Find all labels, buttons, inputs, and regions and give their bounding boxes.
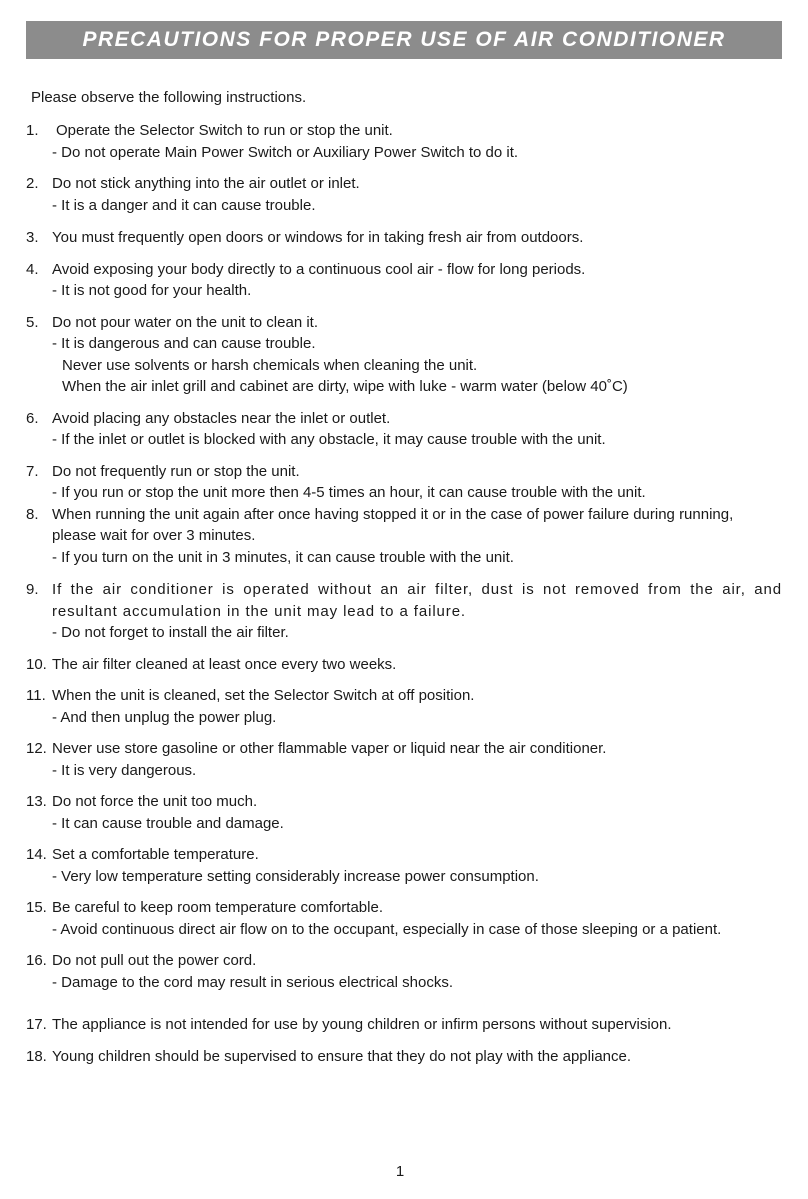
list-item bbox=[26, 844, 782, 887]
item-note: - If the inlet or outlet is blocked with any obstacle, it may cause trouble with the unit. bbox=[52, 431, 606, 448]
item-note: please wait for over 3 minutes. bbox=[52, 527, 256, 544]
item-note: When the air inlet grill and cabinet are dirty, wipe with luke - warm water (below 40˚C) bbox=[62, 378, 628, 395]
item-number: 8. bbox=[26, 505, 39, 523]
precaution-list bbox=[26, 120, 782, 1067]
item-text: Avoid exposing your body directly to a continuous cool air - flow for long periods. bbox=[52, 260, 586, 278]
list-item bbox=[26, 259, 782, 302]
item-note: - And then unplug the power plug. bbox=[52, 708, 277, 726]
page-title: PRECAUTIONS FOR PROPER USE OF AIR CONDITIONER bbox=[82, 28, 726, 51]
item-number: 11. bbox=[26, 687, 46, 704]
item-text: You must frequently open doors or windows for in taking fresh air from outdoors. bbox=[52, 229, 584, 246]
item-note: - It is very dangerous. bbox=[52, 761, 197, 779]
list-item bbox=[26, 1046, 782, 1068]
item-text: When the unit is cleaned, set the Selector Switch at off position. bbox=[52, 687, 475, 704]
page-number: 1 bbox=[395, 1163, 405, 1180]
item-text: Do not pour water on the unit to clean it. bbox=[52, 313, 318, 331]
item-note: - It is dangerous and can cause trouble. bbox=[52, 335, 316, 352]
item-text: Operate the Selector Switch to run or stop the unit. bbox=[56, 122, 393, 139]
item-number: 7. bbox=[26, 462, 39, 480]
title-banner bbox=[26, 21, 782, 59]
item-note: Never use solvents or harsh chemicals when cleaning the unit. bbox=[62, 356, 478, 374]
item-number: 12. bbox=[26, 740, 47, 757]
item-number: 5. bbox=[26, 313, 39, 331]
item-number: 13. bbox=[26, 793, 47, 810]
list-item bbox=[26, 738, 782, 781]
item-text: Do not stick anything into the air outlet or inlet. bbox=[52, 175, 360, 192]
item-note: - It is a danger and it can cause trouble. bbox=[52, 196, 316, 214]
item-text: Do not pull out the power cord. bbox=[52, 952, 257, 969]
intro-text: Please observe the following instructions. bbox=[31, 89, 307, 106]
item-text: Do not force the unit too much. bbox=[52, 793, 258, 810]
list-item bbox=[26, 408, 782, 451]
item-text: The appliance is not intended for use by young children or infirm persons without supervision. bbox=[52, 1016, 672, 1033]
list-item bbox=[26, 1014, 782, 1036]
item-text: If the air conditioner is operated without an air filter, dust is not removed from the air, and resultant accumulation in the unit may lead to a failure. bbox=[52, 581, 782, 620]
item-number: 18. bbox=[26, 1047, 47, 1065]
list-item bbox=[26, 950, 782, 993]
item-number: 15. bbox=[26, 899, 47, 916]
item-text: The air filter cleaned at least once every two weeks. bbox=[52, 655, 397, 673]
item-note: - Do not forget to install the air filter. bbox=[52, 624, 289, 641]
item-note: - It can cause trouble and damage. bbox=[52, 814, 284, 832]
item-note: - Very low temperature setting considerably increase power consumption. bbox=[52, 867, 539, 885]
item-note: - If you run or stop the unit more then 4-5 times an hour, it can cause trouble with the unit. bbox=[52, 484, 646, 501]
list-item bbox=[26, 120, 782, 163]
item-number: 16. bbox=[26, 952, 47, 969]
item-note: - Avoid continuous direct air flow on to the occupant, especially in case of those sleeping or a patient. bbox=[52, 920, 722, 938]
page-number-container bbox=[0, 1163, 808, 1180]
item-number: 10. bbox=[26, 655, 47, 673]
list-item bbox=[26, 312, 782, 398]
item-note: - If you turn on the unit in 3 minutes, it can cause trouble with the unit. bbox=[52, 548, 514, 566]
item-text: When running the unit again after once having stopped it or in the case of power failure during running, bbox=[52, 505, 734, 523]
item-number: 17. bbox=[26, 1016, 47, 1033]
item-note: - Do not operate Main Power Switch or Auxiliary Power Switch to do it. bbox=[52, 143, 519, 161]
list-item bbox=[26, 173, 782, 216]
item-note: - Damage to the cord may result in serious electrical shocks. bbox=[52, 973, 453, 991]
item-note: - It is not good for your health. bbox=[52, 282, 252, 299]
list-item bbox=[26, 461, 782, 504]
list-item bbox=[26, 791, 782, 834]
item-number: 4. bbox=[26, 260, 39, 278]
list-item bbox=[26, 579, 782, 644]
list-item bbox=[26, 654, 782, 676]
item-text: Avoid placing any obstacles near the inlet or outlet. bbox=[52, 409, 391, 427]
item-text: Do not frequently run or stop the unit. bbox=[52, 462, 300, 480]
list-item bbox=[26, 685, 782, 728]
list-item bbox=[26, 897, 782, 940]
item-text: Young children should be supervised to ensure that they do not play with the appliance. bbox=[52, 1047, 632, 1065]
item-number: 9. bbox=[26, 581, 39, 598]
item-text: Never use store gasoline or other flammable vaper or liquid near the air conditioner. bbox=[52, 740, 607, 757]
item-text: Be careful to keep room temperature comfortable. bbox=[52, 899, 383, 916]
list-item bbox=[26, 227, 782, 249]
item-number: 1. bbox=[26, 122, 39, 139]
list-item bbox=[26, 504, 782, 569]
item-number: 2. bbox=[26, 175, 39, 192]
item-number: 3. bbox=[26, 229, 39, 246]
item-number: 14. bbox=[26, 846, 47, 863]
item-text: Set a comfortable temperature. bbox=[52, 846, 259, 863]
item-number: 6. bbox=[26, 409, 39, 427]
